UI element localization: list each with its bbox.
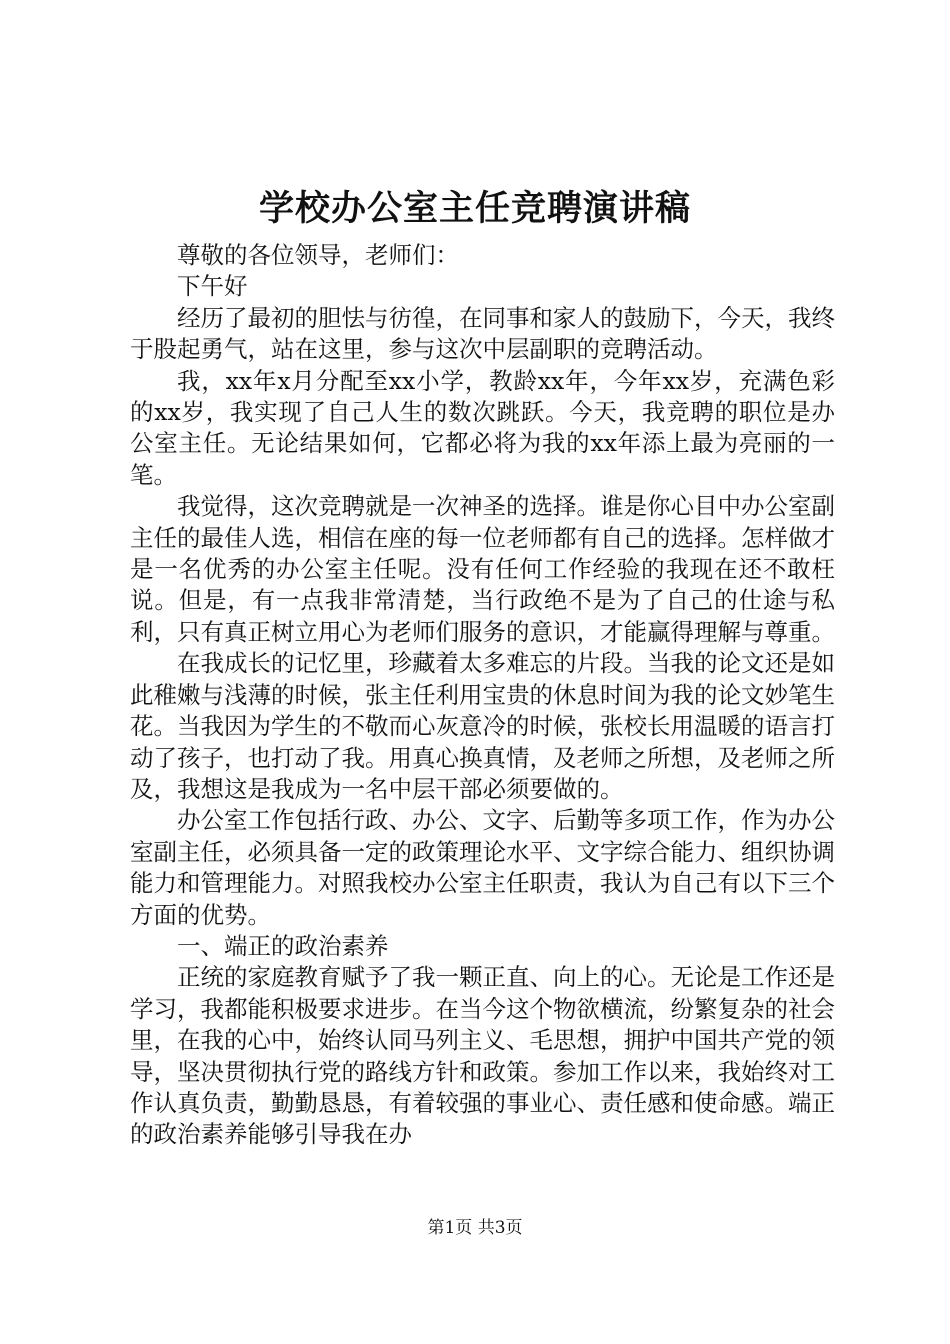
paragraph: 我觉得，这次竞聘就是一次神圣的选择。谁是你心目中办公室副主任的最佳人选，相信在座的每一位老师都有自己的选择。怎样做才是一名优秀的办公室主任呢。没有任何工作经验的我现在还不敢枉说。但是，有一点我非常清楚，当行政绝不是为了自己的仕途与私利，只有真正树立用心为老师们服务的意识，才能赢得理解与尊重。 xyxy=(130,492,835,646)
salutation: 尊敬的各位领导，老师们： xyxy=(177,241,459,269)
greeting: 下午好 xyxy=(177,272,248,301)
page-number-footer: 第1页 共3页 xyxy=(427,1218,523,1238)
paragraph: 经历了最初的胆怯与彷徨，在同事和家人的鼓励下，今天，我终于股起勇气，站在这里，参与这次中层副职的竞聘活动。 xyxy=(130,303,835,364)
document-title: 学校办公室主任竞聘演讲稿 xyxy=(258,188,691,229)
paragraph: 正统的家庭教育赋予了我一颗正直、向上的心。无论是工作还是学习，我都能积极要求进步。在当今这个物欲横流，纷繁复杂的社会里，在我的心中，始终认同马列主义、毛思想，拥护中国共产党的领导，坚决贯彻执行党的路线方针和政策。参加工作以来，我始终对工作认真负责，勤勤恳恳，有着较强的事业心、责任感和使命感。端正的政治素养能够引导我在办 xyxy=(130,963,835,1149)
paragraph: 办公室工作包括行政、办公、文字、后勤等多项工作，作为办公室副主任，必须具备一定的政策理论水平、文字综合能力、组织协调能力和管理能力。对照我校办公室主任职责，我认为自己有以下三个方面的优势。 xyxy=(130,806,835,929)
paragraph: 我，xx年x月分配至xx小学，教龄xx年，今年xx岁，充满色彩的xx岁，我实现了自己人生的数次跳跃。今天，我竞聘的职位是办公室主任。无论结果如何，它都必将为我的xx年添上最为亮丽的一笔。 xyxy=(130,366,835,489)
section-heading: 一、端正的政治素养 xyxy=(177,931,389,960)
paragraph: 在我成长的记忆里，珍藏着太多难忘的片段。当我的论文还是如此稚嫩与浅薄的时候，张主任利用宝贵的休息时间为我的论文妙笔生花。当我因为学生的不敬而心灰意冷的时候，张校长用温暖的语言打动了孩子，也打动了我。用真心换真情，及老师之所想，及老师之所及，我想这是我成为一名中层干部必须要做的。 xyxy=(130,649,835,803)
document-body xyxy=(130,240,835,1151)
